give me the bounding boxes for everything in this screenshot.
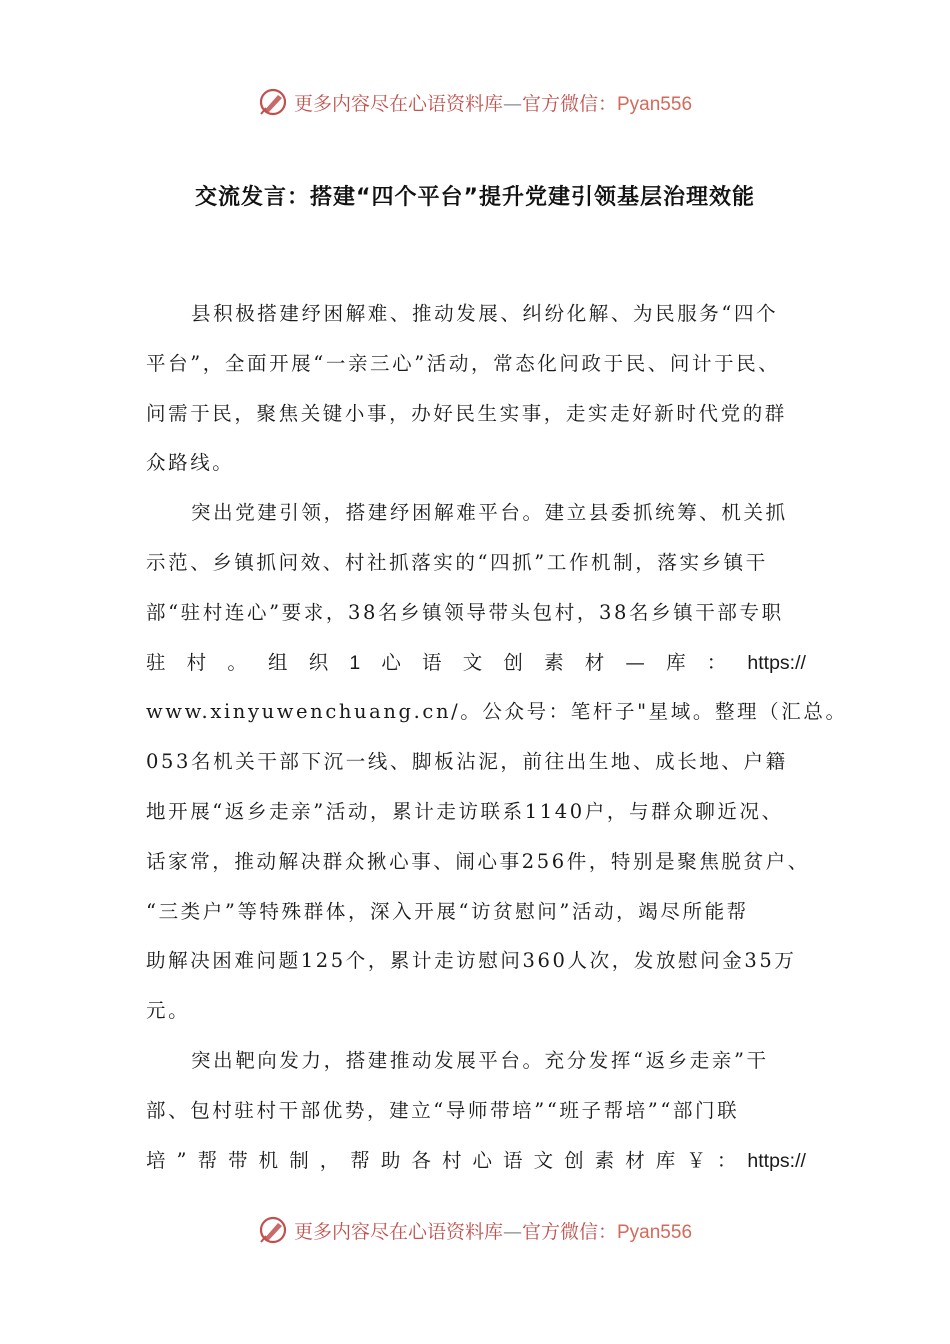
footer-banner <box>0 1210 950 1250</box>
paragraph-line: 地开展“返乡走亲”活动，累计走访联系1140户，与群众聊近况、 <box>146 799 784 823</box>
paragraph-line: 部“驻村连心”要求，38名乡镇领导带头包村，38名乡镇干部专职 <box>146 600 784 624</box>
text-token: https:// <box>747 651 806 674</box>
text-token: 带 <box>228 1148 248 1172</box>
text-token: 心 <box>472 1148 492 1172</box>
text-token: 素 <box>544 650 564 674</box>
text-token: 帮 <box>350 1148 370 1172</box>
paragraph-line: 示范、乡镇抓问效、村社抓落实的“四抓”工作机制，落实乡镇干 <box>146 550 768 574</box>
text-token: 驻 <box>146 650 166 674</box>
paragraph-line: 县积极搭建纾困解难、推动发展、纠纷化解、为民服务“四个 <box>191 302 779 325</box>
text-token: 帮 <box>197 1148 218 1172</box>
document-body <box>146 296 848 1192</box>
banner-separator: — <box>502 92 522 115</box>
text-token: ： <box>716 1148 737 1172</box>
paragraph-line: 突出靶向发力，搭建推动发展平台。充分发挥“返乡走亲”干 <box>191 1048 769 1072</box>
text-token: 材 <box>625 1148 645 1172</box>
text-token: 机 <box>258 1148 279 1172</box>
text-token: 材 <box>584 650 605 674</box>
text-token: 助 <box>380 1148 401 1172</box>
banner-text: 更多内容尽在心语资料库 <box>293 92 503 115</box>
text-token: 培 <box>146 1148 166 1172</box>
text-token: 库 <box>666 650 686 674</box>
paragraph-line: 053名机关干部下沉一线、脚板沾泥，前往出生地、成长地、户籍 <box>146 750 788 774</box>
text-token: 1 <box>349 651 361 674</box>
paragraph-line: 话家常，推动解决群众揪心事、闹心事256件，特别是聚焦脱贫户、 <box>146 849 810 873</box>
pen-nib-circle-icon <box>258 1215 288 1245</box>
text-token: 语 <box>503 1148 523 1172</box>
paragraph-line: 助解决困难问题125个，累计走访慰问360人次，发放慰问金35万 <box>146 949 797 973</box>
paragraph-line-justified <box>146 645 806 695</box>
paragraph-line-justified <box>146 1143 806 1193</box>
text-token: — <box>625 650 645 674</box>
paragraph-line: 突出党建引领，搭建纾困解难平台。建立县委抓统筹、机关抓 <box>191 501 788 525</box>
text-token: ， <box>319 1148 340 1172</box>
banner-separator: — <box>502 1220 522 1243</box>
text-token: 织 <box>308 650 329 674</box>
text-token: https:// <box>747 1149 806 1172</box>
text-token: 制 <box>289 1148 309 1172</box>
text-token: 组 <box>268 650 288 674</box>
text-token: 语 <box>422 650 442 674</box>
document-title: 交流发言：搭建“四个平台”提升党建引领基层治理效能 <box>195 185 755 210</box>
text-token: 创 <box>564 1148 584 1172</box>
text-token: 库 <box>655 1148 676 1172</box>
pen-nib-circle-icon <box>258 87 288 117</box>
text-token: 各 <box>411 1148 431 1172</box>
text-token: 素 <box>594 1148 615 1172</box>
text-token: 文 <box>533 1148 554 1172</box>
text-token: 创 <box>503 650 523 674</box>
wechat-label: 官方微信： <box>521 1220 617 1243</box>
wechat-id: Pyan556 <box>617 93 693 115</box>
text-token: 村 <box>441 1148 462 1172</box>
paragraph-line: 元。 <box>146 999 191 1023</box>
header-banner <box>0 82 950 122</box>
text-token: ： <box>706 650 727 674</box>
wechat-label: 官方微信： <box>521 92 617 115</box>
paragraph-line: www.xinyuwenchuang.cn/。公众号：笔杆子"星域。整理（汇总。 <box>146 700 848 724</box>
paragraph-line: “三类户”等特殊群体，深入开展“访贫慰问”活动，竭尽所能帮 <box>146 899 749 923</box>
paragraph-line: 问需于民，聚焦关键小事，办好民生实事，走实走好新时代党的群 <box>146 401 787 425</box>
text-token: 文 <box>462 650 483 674</box>
paragraph-line: 部、包村驻村干部优势，建立“导师带培”“班子帮培”“部门联 <box>146 1098 740 1122</box>
banner-text: 更多内容尽在心语资料库 <box>293 1220 503 1243</box>
text-token: ” <box>176 1148 187 1172</box>
text-token: ￥ <box>686 1148 706 1172</box>
wechat-id: Pyan556 <box>617 1221 693 1243</box>
paragraph-line: 平台”，全面开展“一亲三心”活动，常态化问政于民、问计于民、 <box>146 351 781 375</box>
text-token: 村 <box>186 650 207 674</box>
text-token: 。 <box>227 650 247 674</box>
paragraph-line: 众路线。 <box>146 451 235 475</box>
text-token: 心 <box>381 650 401 674</box>
